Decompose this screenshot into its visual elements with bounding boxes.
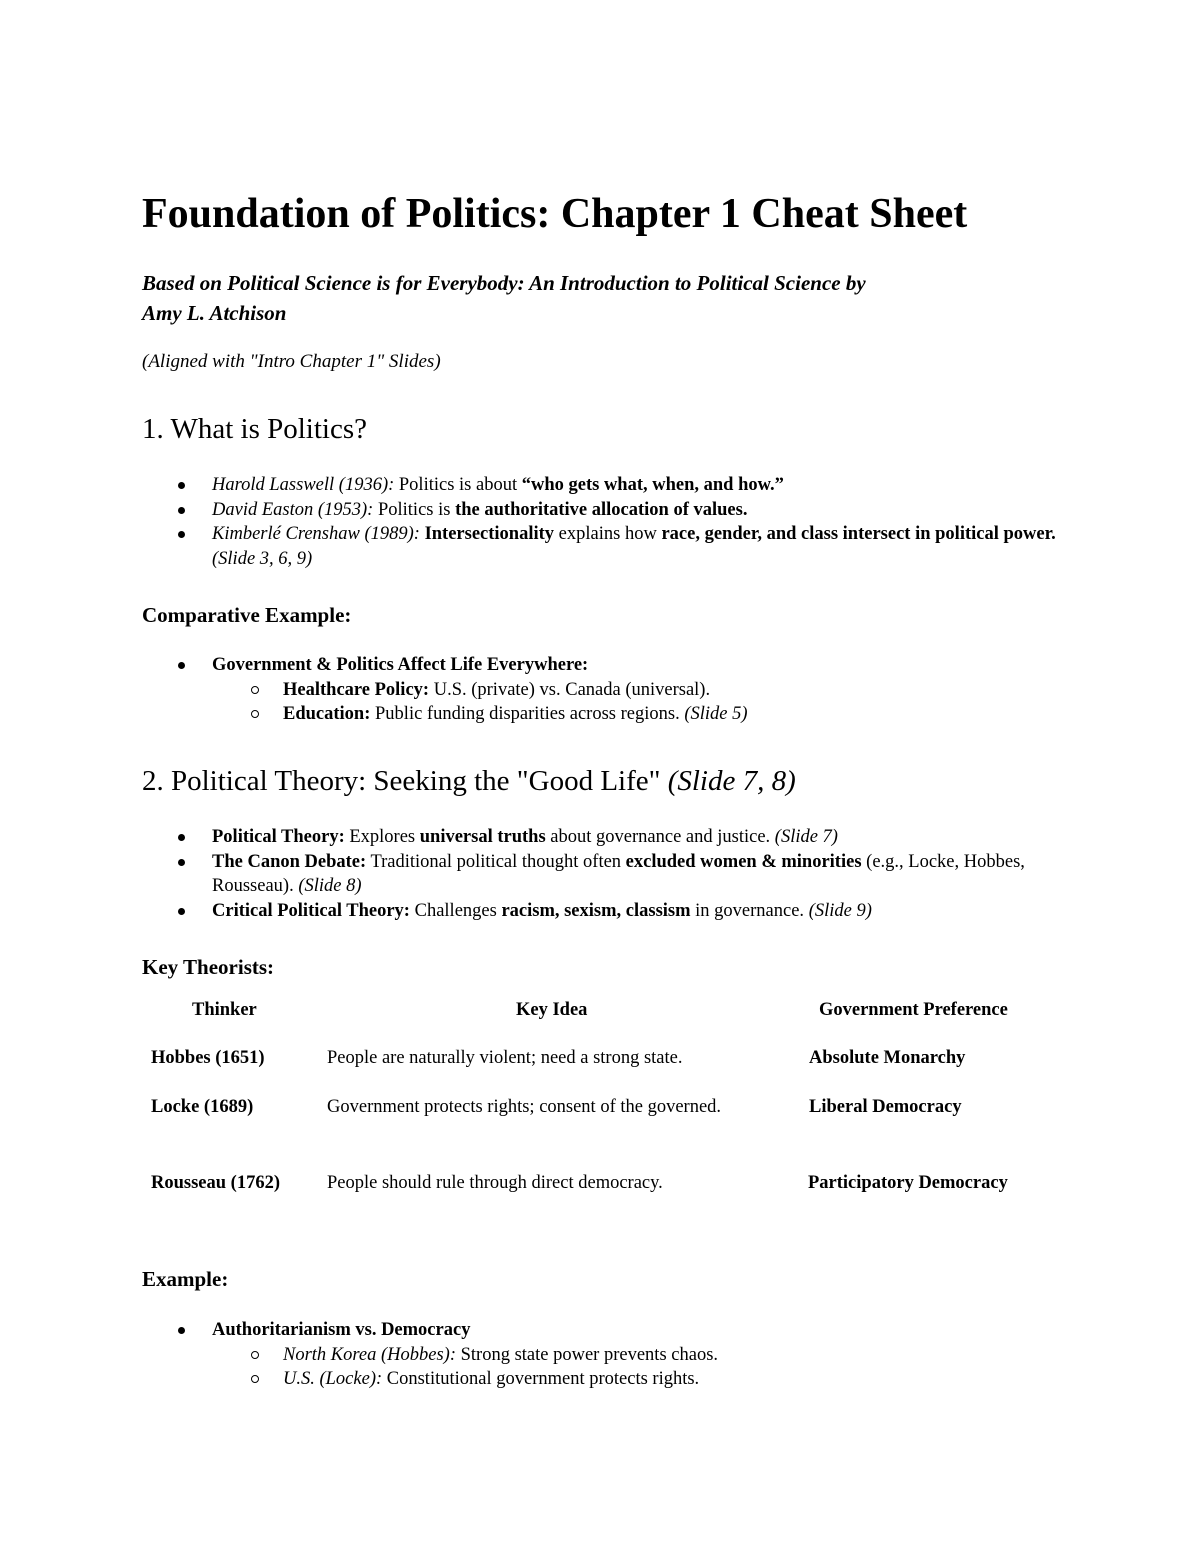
subtitle-line-2: Amy L. Atchison [142, 301, 287, 325]
aligned-note: (Aligned with "Intro Chapter 1" Slides) [142, 351, 441, 372]
example-bullets [0, 1318, 718, 1392]
list-item: David Easton (1953): Politics is the authoritative allocation of values. [0, 498, 1072, 523]
list-item: Government & Politics Affect Life Everywhere: [0, 653, 748, 678]
table-cell: Hobbes (1651) [151, 1048, 265, 1068]
table-cell: Locke (1689) [151, 1097, 254, 1117]
list-item: Healthcare Policy: U.S. (private) vs. Canada (universal). [0, 678, 748, 703]
list-item: Critical Political Theory: Challenges racism, sexism, classism in governance. (Slide 9) [0, 899, 1072, 924]
list-item: Harold Lasswell (1936): Politics is about “who gets what, when, and how.” [0, 473, 1072, 498]
comparative-bullets [0, 653, 748, 727]
subtitle [142, 268, 1062, 328]
table-cell: People should rule through direct democracy. [327, 1173, 663, 1193]
table-cell: Liberal Democracy [809, 1097, 962, 1117]
table-header-thinker: Thinker [192, 1000, 257, 1020]
section-1-heading: 1. What is Politics? [142, 413, 368, 445]
table-cell: Rousseau (1762) [151, 1173, 280, 1193]
list-item: Kimberlé Crenshaw (1989): Intersectionality explains how race, gender, and class intersect in political power. (Slide 3, 6, 9) [0, 522, 1072, 571]
list-item: Authoritarianism vs. Democracy [0, 1318, 718, 1343]
comparative-example-heading: Comparative Example: [142, 603, 352, 627]
section-2-bullets [0, 825, 1072, 923]
subtitle-line-1: Based on Political Science is for Everybody: An Introduction to Political Science by [142, 271, 866, 295]
list-item: North Korea (Hobbes): Strong state power prevents chaos. [0, 1343, 718, 1368]
table-cell: Absolute Monarchy [809, 1048, 966, 1068]
list-item: Political Theory: Explores universal truths about governance and justice. (Slide 7) [0, 825, 1072, 850]
list-item: The Canon Debate: Traditional political thought often excluded women & minorities (e.g., Locke, Hobbes, Rousseau). (Slide 8) [0, 850, 1072, 899]
list-item: U.S. (Locke): Constitutional government protects rights. [0, 1367, 718, 1392]
page-title: Foundation of Politics: Chapter 1 Cheat Sheet [142, 191, 968, 237]
section-1-bullets [0, 473, 1072, 571]
list-item: Education: Public funding disparities across regions. (Slide 5) [0, 702, 748, 727]
table-cell: Participatory Democracy [808, 1173, 1008, 1193]
example-heading: Example: [142, 1267, 229, 1291]
section-2-heading: 2. Political Theory: Seeking the "Good Life" (Slide 7, 8) [142, 765, 796, 797]
key-theorists-heading: Key Theorists: [142, 955, 275, 979]
table-header-key-idea: Key Idea [516, 1000, 588, 1020]
table-header-government-preference: Government Preference [819, 1000, 1008, 1020]
table-cell: Government protects rights; consent of the governed. [327, 1097, 722, 1117]
table-cell: People are naturally violent; need a strong state. [327, 1048, 683, 1068]
